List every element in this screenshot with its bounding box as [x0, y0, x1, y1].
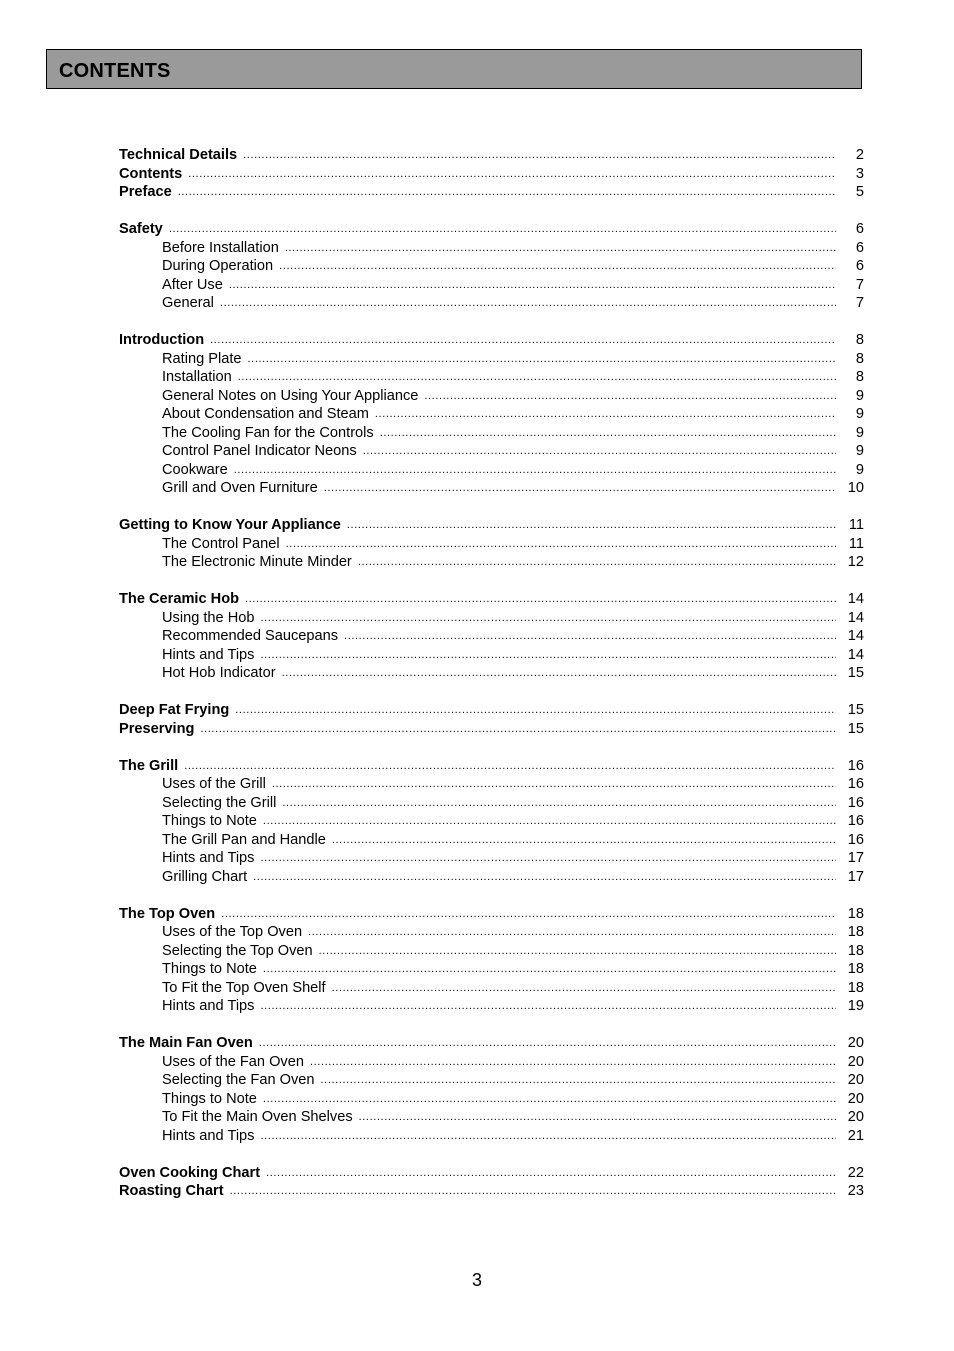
toc-entry-label: Grill and Oven Furniture: [162, 480, 318, 496]
toc-entry-label: Control Panel Indicator Neons: [162, 443, 357, 459]
toc-entry-page: 6: [855, 258, 864, 274]
toc-subsection-entry[interactable]: [119, 609, 864, 628]
toc-entry-page: 22: [847, 1164, 864, 1181]
dot-leader: [230, 1182, 836, 1201]
toc-entry-label: The Electronic Minute Minder: [162, 554, 352, 570]
toc-group: [119, 1164, 864, 1201]
toc-entry-label: About Condensation and Steam: [162, 406, 369, 422]
dot-leader: [263, 1090, 836, 1109]
toc-subsection-entry[interactable]: [119, 812, 864, 831]
dot-leader: [263, 960, 836, 979]
toc-subsection-entry[interactable]: [119, 1127, 864, 1146]
toc-entry-page: 8: [855, 332, 864, 348]
dot-leader: [282, 664, 836, 683]
page-number: 3: [471, 1270, 482, 1290]
toc-subsection-entry[interactable]: [119, 276, 864, 295]
dot-leader: [210, 331, 836, 350]
dot-leader: [234, 461, 836, 480]
toc-entry-page: 16: [847, 794, 864, 811]
dot-leader: [243, 146, 836, 165]
toc-subsection-entry[interactable]: [119, 868, 864, 887]
dot-leader: [344, 627, 836, 646]
toc-entry-label: Preface: [119, 184, 172, 200]
dot-leader: [238, 368, 836, 387]
toc-entry-label: Hints and Tips: [162, 646, 255, 663]
toc-entry-page: 10: [847, 480, 864, 496]
toc-subsection-entry[interactable]: [119, 553, 864, 572]
toc-entry-label: Hints and Tips: [162, 1127, 255, 1144]
toc-section-entry[interactable]: [119, 757, 864, 776]
toc-entry-label: Deep Fat Frying: [119, 702, 230, 718]
dot-leader: [380, 424, 836, 443]
dot-leader: [248, 350, 836, 369]
toc-entry-label: The Grill: [119, 757, 179, 774]
toc-entry-label: Oven Cooking Chart: [119, 1164, 261, 1181]
toc-subsection-entry[interactable]: [119, 923, 864, 942]
toc-subsection-entry[interactable]: [119, 1090, 864, 1109]
toc-entry-label: The Control Panel: [162, 535, 280, 552]
dot-leader: [229, 276, 836, 295]
toc-entry-page: 20: [847, 1072, 864, 1088]
toc-entry-label: During Operation: [162, 258, 274, 274]
toc-entry-label: Before Installation: [162, 239, 279, 256]
toc-entry-label: Roasting Chart: [119, 1183, 224, 1199]
toc-entry-page: 5: [855, 184, 864, 200]
toc-subsection-entry[interactable]: [119, 239, 864, 258]
toc-entry-page: 17: [847, 868, 864, 885]
toc-group: [119, 1034, 864, 1145]
dot-leader: [259, 1034, 836, 1053]
toc-entry-page: 9: [855, 461, 864, 478]
toc-subsection-entry[interactable]: [119, 960, 864, 979]
toc-entry-page: 19: [847, 998, 864, 1014]
toc-subsection-entry[interactable]: [119, 1108, 864, 1127]
dot-leader: [286, 535, 836, 554]
dot-leader: [319, 942, 836, 961]
dot-leader: [260, 997, 836, 1016]
toc-entry-label: The Ceramic Hob: [119, 591, 240, 607]
toc-subsection-entry[interactable]: [119, 368, 864, 387]
toc-subsection-entry[interactable]: [119, 942, 864, 961]
toc-entry-page: 16: [847, 813, 864, 829]
dot-leader: [260, 849, 836, 868]
dot-leader: [375, 405, 836, 424]
dot-leader: [363, 442, 836, 461]
dot-leader: [332, 831, 836, 850]
toc-entry-label: To Fit the Main Oven Shelves: [162, 1109, 353, 1125]
dot-leader: [272, 775, 836, 794]
dot-leader: [169, 220, 836, 239]
toc-entry-page: 15: [847, 720, 864, 737]
toc-entry-page: 2: [855, 147, 864, 163]
dot-leader: [184, 757, 836, 776]
toc-subsection-entry[interactable]: [119, 1053, 864, 1072]
toc-entry-label: Things to Note: [162, 813, 257, 829]
toc-section-entry[interactable]: [119, 331, 864, 350]
toc-entry-page: 12: [847, 554, 864, 570]
toc-subsection-entry[interactable]: [119, 979, 864, 998]
dot-leader: [358, 553, 836, 572]
toc-entry-page: 21: [847, 1127, 864, 1144]
toc-entry-label: Hints and Tips: [162, 850, 255, 866]
toc-entry-label: Uses of the Grill: [162, 776, 266, 792]
toc-entry-label: The Main Fan Oven: [119, 1035, 253, 1051]
toc-entry-page: 9: [855, 406, 864, 422]
toc-entry-page: 8: [855, 369, 864, 385]
toc-entry-label: Technical Details: [119, 147, 238, 163]
toc-subsection-entry[interactable]: [119, 461, 864, 480]
toc-entry-page: 20: [847, 1035, 864, 1051]
toc-entry-page: 20: [847, 1109, 864, 1125]
toc-group: [119, 905, 864, 1016]
toc-entry-label: The Cooling Fan for the Controls: [162, 424, 374, 441]
toc-entry-label: Safety: [119, 221, 163, 237]
dot-leader: [221, 905, 836, 924]
toc-section-entry[interactable]: [119, 701, 864, 720]
dot-leader: [260, 609, 836, 628]
toc-section-entry[interactable]: [119, 220, 864, 239]
toc-subsection-entry[interactable]: [119, 479, 864, 498]
dot-leader: [260, 1127, 836, 1146]
toc-subsection-entry[interactable]: [119, 1071, 864, 1090]
toc-entry-page: 14: [847, 646, 864, 663]
toc-subsection-entry[interactable]: [119, 405, 864, 424]
toc-entry-page: 20: [847, 1053, 864, 1070]
dot-leader: [188, 165, 836, 184]
toc-entry-label: Selecting the Grill: [162, 794, 277, 811]
toc-group: [119, 220, 864, 313]
toc-entry-label: Cookware: [162, 461, 228, 478]
dot-leader: [347, 516, 836, 535]
toc-entry-page: 11: [848, 517, 864, 533]
toc-entry-label: Introduction: [119, 332, 205, 348]
toc-entry-page: 18: [847, 979, 864, 996]
toc-subsection-entry[interactable]: [119, 794, 864, 813]
toc-entry-page: 16: [847, 831, 864, 848]
dot-leader: [266, 1164, 836, 1183]
toc-entry-label: The Top Oven: [119, 905, 216, 922]
toc-entry-page: 8: [855, 350, 864, 367]
toc-entry-label: The Grill Pan and Handle: [162, 831, 326, 848]
dot-leader: [200, 720, 836, 739]
dot-leader: [235, 701, 836, 720]
dot-leader: [332, 979, 836, 998]
dot-leader: [260, 646, 836, 665]
dot-leader: [263, 812, 836, 831]
toc-group: [119, 590, 864, 683]
contents-header-bar: [46, 49, 862, 89]
toc-entry-page: 6: [855, 239, 864, 256]
toc-section-entry[interactable]: [119, 1034, 864, 1053]
dot-leader: [178, 183, 836, 202]
toc-subsection-entry[interactable]: [119, 294, 864, 313]
toc-entry-label: Contents: [119, 165, 183, 182]
toc-subsection-entry[interactable]: [119, 646, 864, 665]
toc-entry-label: Grilling Chart: [162, 868, 248, 885]
toc-section-entry[interactable]: [119, 720, 864, 739]
toc-entry-page: 14: [847, 609, 864, 626]
toc-entry-page: 14: [847, 628, 864, 644]
toc-section-entry[interactable]: [119, 183, 864, 202]
dot-leader: [308, 923, 836, 942]
toc-section-entry[interactable]: [119, 1182, 864, 1201]
toc-section-entry[interactable]: [119, 165, 864, 184]
toc-subsection-entry[interactable]: [119, 627, 864, 646]
toc-group: [119, 146, 864, 202]
toc-entry-label: Things to Note: [162, 961, 257, 977]
toc-entry-page: 9: [855, 424, 864, 441]
toc-subsection-entry[interactable]: [119, 442, 864, 461]
dot-leader: [253, 868, 836, 887]
toc-subsection-entry[interactable]: [119, 831, 864, 850]
page-title: CONTENTS: [59, 60, 171, 82]
toc-entry-page: 11: [848, 535, 864, 552]
dot-leader: [359, 1108, 836, 1127]
toc-entry-label: Uses of the Fan Oven: [162, 1053, 304, 1070]
toc-entry-label: Uses of the Top Oven: [162, 924, 303, 940]
dot-leader: [282, 794, 836, 813]
toc-entry-label: Rating Plate: [162, 350, 242, 367]
toc-entry-page: 7: [855, 276, 864, 293]
toc-entry-label: Hot Hob Indicator: [162, 665, 276, 681]
dot-leader: [279, 257, 836, 276]
toc-subsection-entry[interactable]: [119, 849, 864, 868]
toc-group: [119, 757, 864, 887]
toc-subsection-entry[interactable]: [119, 424, 864, 443]
toc-subsection-entry[interactable]: [119, 664, 864, 683]
toc-entry-page: 18: [847, 942, 864, 959]
toc-entry-page: 14: [847, 591, 864, 607]
toc-entry-page: 15: [847, 665, 864, 681]
toc-section-entry[interactable]: [119, 516, 864, 535]
dot-leader: [310, 1053, 836, 1072]
toc-section-entry[interactable]: [119, 146, 864, 165]
toc-section-entry[interactable]: [119, 905, 864, 924]
dot-leader: [424, 387, 836, 406]
toc-entry-page: 15: [847, 702, 864, 718]
toc-entry-label: Using the Hob: [162, 609, 255, 626]
dot-leader: [321, 1071, 836, 1090]
toc-entry-page: 9: [855, 443, 864, 459]
toc-subsection-entry[interactable]: [119, 775, 864, 794]
toc-group: [119, 331, 864, 498]
toc-entry-page: 20: [847, 1090, 864, 1107]
toc-group: [119, 701, 864, 738]
dot-leader: [245, 590, 836, 609]
toc-entry-page: 18: [847, 961, 864, 977]
toc-section-entry[interactable]: [119, 1164, 864, 1183]
toc-entry-label: Getting to Know Your Appliance: [119, 517, 341, 533]
toc-entry-label: General Notes on Using Your Appliance: [162, 387, 419, 404]
toc-subsection-entry[interactable]: [119, 535, 864, 554]
toc-entry-page: 16: [847, 757, 864, 774]
toc-entry-page: 3: [855, 165, 864, 182]
toc-entry-page: 9: [855, 387, 864, 404]
toc-subsection-entry[interactable]: [119, 387, 864, 406]
toc-entry-label: To Fit the Top Oven Shelf: [162, 979, 326, 996]
toc-subsection-entry[interactable]: [119, 350, 864, 369]
table-of-contents: [119, 146, 864, 1219]
toc-entry-label: General: [162, 295, 214, 311]
toc-entry-label: After Use: [162, 276, 223, 293]
dot-leader: [285, 239, 836, 258]
toc-entry-label: Selecting the Top Oven: [162, 942, 313, 959]
toc-entry-label: Preserving: [119, 720, 195, 737]
toc-entry-page: 16: [847, 776, 864, 792]
toc-subsection-entry[interactable]: [119, 997, 864, 1016]
dot-leader: [220, 294, 836, 313]
toc-entry-label: Installation: [162, 369, 232, 385]
toc-entry-label: Things to Note: [162, 1090, 257, 1107]
toc-section-entry[interactable]: [119, 590, 864, 609]
toc-group: [119, 516, 864, 572]
toc-entry-label: Selecting the Fan Oven: [162, 1072, 315, 1088]
toc-entry-label: Hints and Tips: [162, 998, 255, 1014]
toc-entry-page: 23: [847, 1183, 864, 1199]
toc-subsection-entry[interactable]: [119, 257, 864, 276]
toc-entry-page: 7: [855, 295, 864, 311]
toc-entry-page: 6: [855, 221, 864, 237]
dot-leader: [324, 479, 836, 498]
toc-entry-page: 17: [847, 850, 864, 866]
toc-entry-label: Recommended Saucepans: [162, 628, 339, 644]
toc-entry-page: 18: [847, 924, 864, 940]
toc-entry-page: 18: [847, 905, 864, 922]
